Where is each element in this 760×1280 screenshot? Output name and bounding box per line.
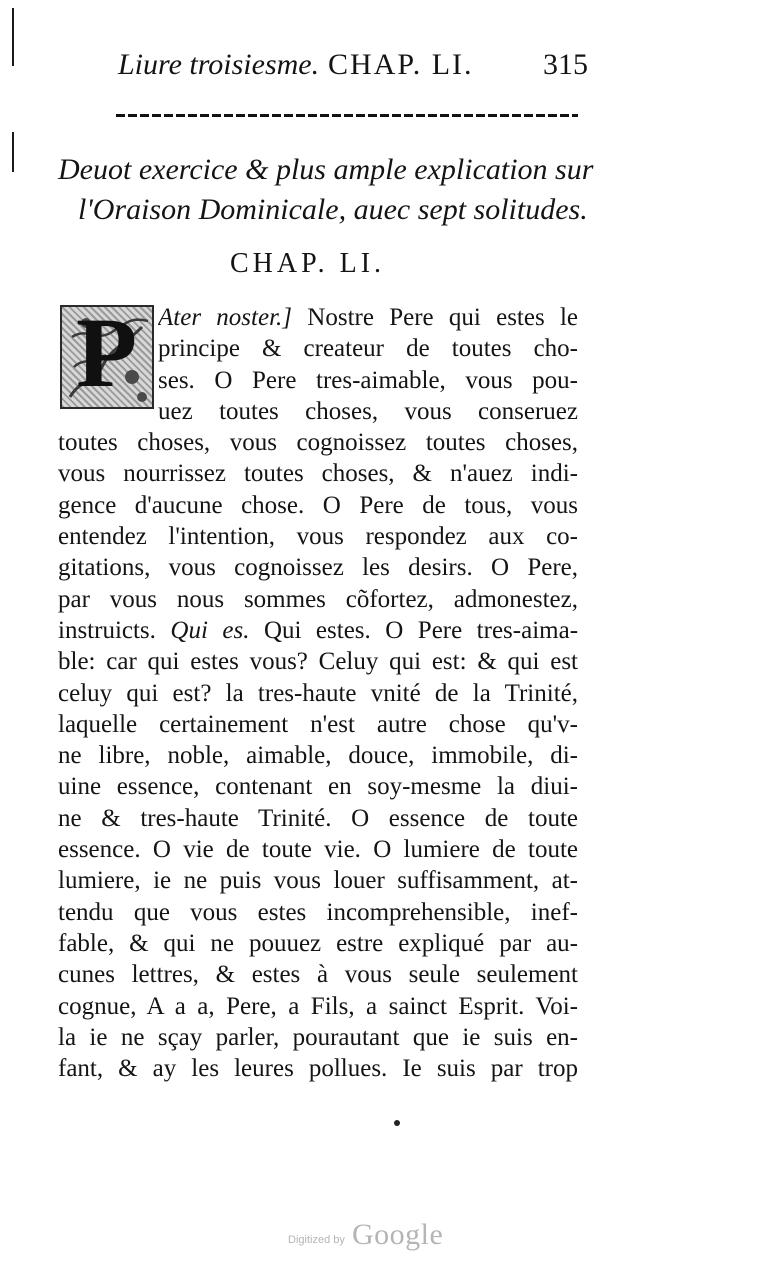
text-line: celuy qui est? la tres-haute vnité de la Trinité, bbox=[58, 679, 578, 707]
text-line: ses. O Pere tres-aimable, vous pou- bbox=[158, 366, 578, 394]
watermark-google-logo: Google bbox=[352, 1218, 444, 1251]
running-head bbox=[118, 44, 588, 84]
text-line: tendu que vous estes incomprehensible, inef- bbox=[58, 898, 578, 926]
text-line: fant, & ay les leures pollues. Ie suis par trop bbox=[58, 1055, 578, 1083]
scan-edge-mark bbox=[12, 132, 14, 172]
dropcap-letter: P bbox=[76, 305, 138, 408]
text-line: toutes choses, vous cognoissez toutes choses, bbox=[58, 429, 578, 457]
text-line: la ie ne sçay parler, pourautant que ie suis en- bbox=[58, 1023, 578, 1051]
text-segment: instruicts. bbox=[58, 616, 156, 644]
text-line: entendez l'intention, vous respondez aux co- bbox=[58, 523, 578, 551]
text-line: essence. O vie de toute vie. O lumiere de toute bbox=[58, 836, 578, 864]
watermark-digitized-label: Digitized by bbox=[288, 1234, 345, 1246]
text-line: fable, & qui ne pouuez estre expliqué par au- bbox=[58, 929, 578, 957]
scan-edge-mark bbox=[12, 8, 14, 66]
latin-gloss: Qui es. bbox=[170, 616, 250, 644]
text-line: lumiere, ie ne puis vous louer suffisamment, at- bbox=[58, 867, 578, 895]
text-line: principe & createur de toutes cho- bbox=[158, 335, 578, 363]
text-line: uez toutes choses, vous conseruez bbox=[158, 397, 578, 425]
digitized-by-watermark bbox=[288, 1218, 458, 1254]
text-segment: Qui estes. O Pere tres-aima- bbox=[263, 616, 578, 644]
text-line: gence d'aucune chose. O Pere de tous, vous bbox=[58, 491, 578, 519]
ink-dot bbox=[394, 1120, 400, 1126]
text-line: ne & tres-haute Trinité. O essence de toute bbox=[58, 804, 578, 832]
text-line: par vous nous sommes cõfortez, admonestez, bbox=[58, 585, 578, 613]
chapter-title-line: l'Oraison Dominicale, auec sept solitudes. bbox=[78, 193, 588, 226]
running-head-chapter: CHAP. LI. bbox=[328, 48, 474, 81]
text-line bbox=[58, 615, 578, 646]
text-line bbox=[158, 302, 578, 333]
text-line: laquelle certainement n'est autre chose qu'v- bbox=[58, 710, 578, 738]
page-number: 315 bbox=[543, 48, 588, 81]
text-line: ble: car qui estes vous? Celuy qui est: & qui est bbox=[58, 648, 578, 676]
chapter-title bbox=[58, 150, 594, 230]
running-head-book: Liure troisiesme. bbox=[118, 48, 320, 81]
text-line: uine essence, contenant en soy-mesme la diui- bbox=[58, 773, 578, 801]
text-line: ne libre, noble, aimable, douce, immobile, di- bbox=[58, 742, 578, 770]
text-line: cognue, A a a, Pere, a Fils, a sainct Esprit. Voi- bbox=[58, 992, 578, 1020]
chapter-title-line: Deuot exercice & plus ample explication sur bbox=[58, 153, 594, 186]
chapter-heading: CHAP. LI. bbox=[230, 248, 386, 279]
text-line: gitations, vous cognoissez les desirs. O Pere, bbox=[58, 554, 578, 582]
text-line: cunes lettres, & estes à vous seule seulement bbox=[58, 961, 578, 989]
body-text bbox=[58, 302, 578, 1084]
latin-incipit: Ater noster.] bbox=[158, 304, 293, 331]
text-line: vous nourrissez toutes choses, & n'auez indi- bbox=[58, 460, 578, 488]
text-segment: Nostre Pere qui estes le bbox=[307, 304, 578, 331]
header-rule bbox=[116, 114, 578, 117]
